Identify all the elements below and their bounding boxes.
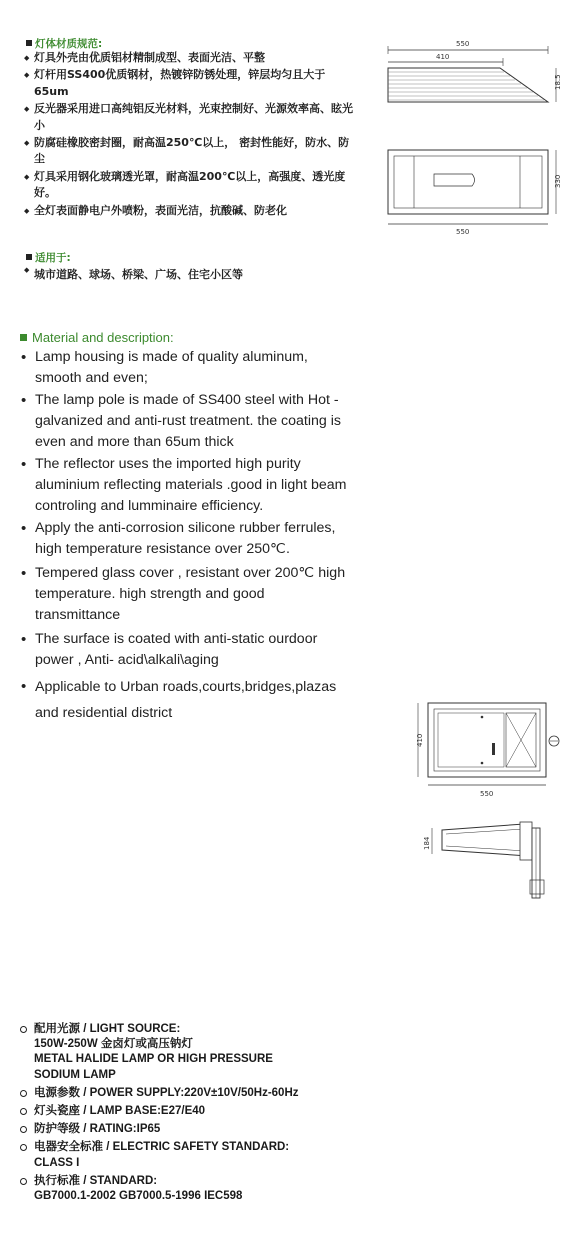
en-list-item: • The lamp pole is made of SS400 steel with Hot -galvanized and anti-rust treatment. the coating is even and more than 65um thick — [20, 390, 350, 453]
square-bullet-icon — [20, 334, 27, 341]
square-bullet-icon — [26, 254, 32, 260]
dim-label: 550 — [456, 40, 470, 48]
en-heading-text: Material and description: — [32, 330, 174, 345]
spec-label: 灯头瓷座 / LAMP BASE:E27/E40 — [34, 1105, 206, 1118]
spec-label: 电器安全标准 / ELECTRIC SAFETY STANDARD: — [34, 1141, 290, 1154]
spec-line: 150W-250W 金卤灯或高压钠灯 — [34, 1038, 193, 1051]
zh-list-item: ◆ 全灯表面静电户外喷粉，表面光洁，抗酸碱、防老化 — [24, 203, 359, 219]
en-section-heading — [20, 330, 174, 345]
spec-label: 防护等级 / RATING:IP65 — [34, 1123, 161, 1136]
spec-item — [20, 1086, 360, 1101]
spec-line: CLASS I — [34, 1156, 80, 1169]
zh-heading-text: 灯体材质规范: — [35, 38, 103, 50]
en-list-item: • Tempered glass cover , resistant over 200℃ high temperature. high strength and good transmittance — [20, 563, 350, 626]
spec-list — [20, 1022, 360, 1207]
en-spec-list — [20, 347, 350, 727]
spec-item — [20, 1022, 360, 1083]
en-list-item: • The reflector uses the imported high purity aluminium reflecting materials .good in light beam controling and lumminaire efficiency. — [20, 454, 350, 517]
en-list-item: • The surface is coated with anti-static ourdoor power , Anti- acid\alkali\aging — [20, 629, 350, 671]
spec-label: 电源参数 / POWER SUPPLY:220V±10V/50Hz-60Hz — [34, 1086, 299, 1099]
square-bullet-icon — [26, 40, 32, 46]
bottom-view-diagram — [410, 695, 570, 800]
dim-label: 18.5 — [554, 74, 562, 90]
top-view-diagram — [376, 40, 566, 120]
spec-line: GB7000.1-2002 GB7000.5-1996 IEC598 — [34, 1190, 243, 1203]
dim-label: 550 — [456, 228, 470, 236]
zh-list-item: ◆ 灯具外壳由优质铝材精制成型、表面光洁、平整 — [24, 50, 359, 66]
zh-apply-text: ◆ 城市道路、球场、桥梁、广场、住宅小区等 — [24, 266, 243, 282]
spec-item — [20, 1104, 360, 1119]
dim-label: 184 — [423, 836, 431, 850]
zh-list-item: ◆ 反光器采用进口高纯铝反光材料，光束控制好、光源效率高、眩光小 — [24, 101, 359, 134]
zh-section-heading — [26, 36, 102, 51]
spec-item — [20, 1174, 360, 1204]
spec-line: SODIUM LAMP — [34, 1068, 116, 1081]
zh-list-item: ◆ 灯具采用钢化玻璃透光罩，耐高温200℃以上，高强度、透光度好。 — [24, 169, 359, 202]
spec-line: METAL HALIDE LAMP OR HIGH PRESSURE — [34, 1053, 273, 1066]
spec-label: 执行标准 / STANDARD: — [34, 1174, 158, 1187]
zh-list-item: ◆ 灯杆用SS400优质钢材，热镀锌防锈处理，锌层均匀且大于65um — [24, 67, 359, 100]
dim-label: 410 — [436, 53, 450, 61]
zh-list-item: ◆ 防腐硅橡胶密封圈，耐高温250℃以上， 密封性能好，防水、防尘 — [24, 135, 359, 168]
spec-item — [20, 1140, 360, 1170]
spec-item — [20, 1122, 360, 1137]
zh-apply-heading — [26, 250, 71, 265]
zh-spec-list — [24, 50, 359, 220]
en-list-item: • Lamp housing is made of quality aluminum, smooth and even; — [20, 347, 350, 389]
side-view-diagram — [420, 810, 560, 910]
zh-apply-heading-text: 适用于: — [35, 252, 71, 264]
en-list-item: • Applicable to Urban roads,courts,bridges,plazas and residential district — [20, 674, 350, 726]
spec-label: 配用光源 / LIGHT SOURCE: — [34, 1023, 181, 1035]
dim-label: 550 — [480, 790, 494, 798]
front-view-diagram — [376, 140, 566, 240]
dim-label: 330 — [554, 174, 562, 188]
en-list-item: • Apply the anti-corrosion silicone rubber ferrules, high temperature resistance over 250℃. — [20, 518, 350, 560]
dim-label: 410 — [416, 733, 424, 747]
